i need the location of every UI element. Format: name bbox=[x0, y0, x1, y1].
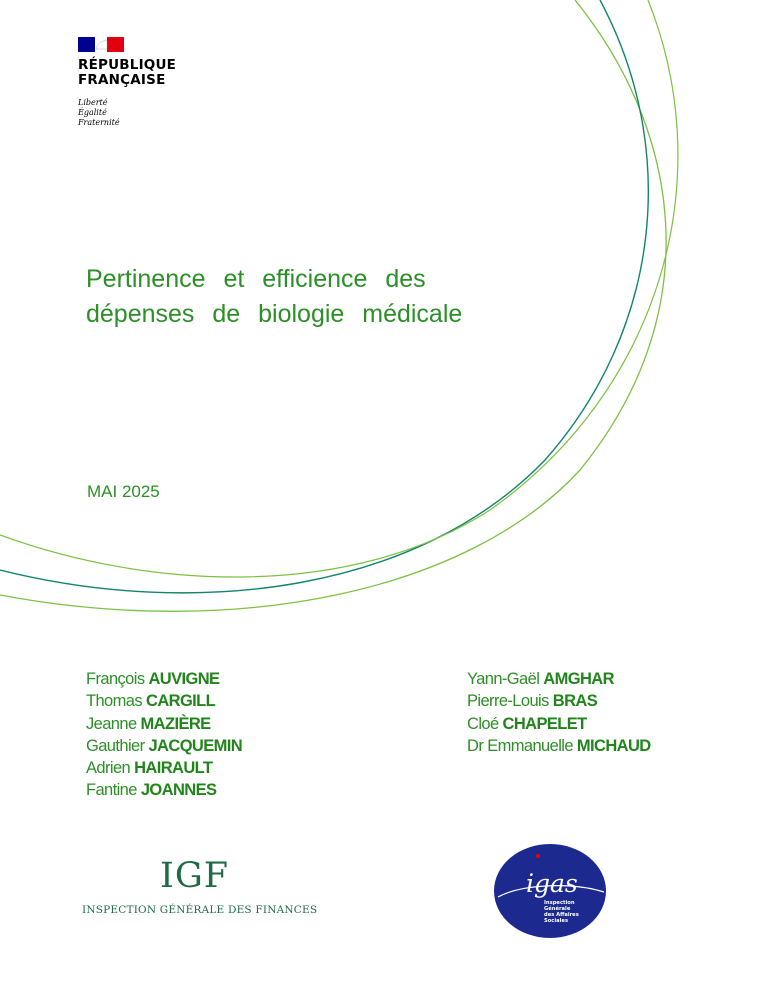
motto-fraternite: Fraternité bbox=[78, 118, 120, 127]
author-maziere bbox=[86, 713, 242, 735]
author-first-name: Adrien bbox=[86, 759, 135, 778]
igas-monogram: igas bbox=[526, 869, 578, 898]
igas-logo bbox=[492, 842, 610, 940]
author-joannes bbox=[86, 779, 242, 801]
igf-logo-monogram: IGF bbox=[160, 856, 230, 896]
republic-motto bbox=[78, 98, 120, 128]
report-title: Pertinence et efficience des dépenses de biologie médicale bbox=[86, 265, 463, 328]
author-michaud bbox=[467, 735, 651, 757]
author-amghar bbox=[467, 668, 651, 690]
author-first-name: Cloé bbox=[467, 714, 503, 733]
report-date: MAI 2025 bbox=[87, 482, 160, 501]
author-last-name: CARGILL bbox=[146, 692, 216, 711]
author-first-name: Yann-Gaël bbox=[467, 670, 544, 688]
author-last-name: BRAS bbox=[552, 692, 598, 711]
author-cargill bbox=[86, 690, 242, 712]
author-last-name: MAZIÈRE bbox=[140, 714, 211, 733]
igas-name-line-2: Générale bbox=[544, 906, 571, 912]
author-first-name: Pierre-Louis bbox=[467, 692, 553, 711]
motto-egalite: Égalité bbox=[78, 108, 107, 117]
author-first-name: Fantine bbox=[86, 781, 141, 800]
authors-left-column bbox=[86, 668, 242, 802]
author-last-name: AUVIGNE bbox=[148, 670, 220, 688]
republic-line-1: RÉPUBLIQUE bbox=[78, 57, 177, 73]
igf-logo-name: INSPECTION GÉNÉRALE DES FINANCES bbox=[82, 904, 318, 916]
republic-line-2: FRANÇAISE bbox=[78, 72, 166, 88]
author-last-name: MICHAUD bbox=[576, 736, 651, 755]
author-jacquemin bbox=[86, 735, 242, 757]
igas-name-line-4: Sociales bbox=[544, 918, 569, 924]
author-first-name: Gauthier bbox=[86, 736, 149, 755]
author-last-name: AMGHAR bbox=[543, 670, 614, 688]
author-chapelet bbox=[467, 713, 651, 735]
author-last-name: CHAPELET bbox=[502, 714, 587, 733]
republic-wordmark bbox=[78, 58, 176, 88]
motto-liberte: Liberté bbox=[78, 98, 108, 107]
author-last-name: JACQUEMIN bbox=[148, 736, 243, 755]
author-bras bbox=[467, 690, 651, 712]
author-first-name: François bbox=[86, 670, 149, 688]
author-first-name: Thomas bbox=[86, 692, 146, 711]
author-first-name: Dr Emmanuelle bbox=[467, 736, 577, 755]
igas-name-line-3: des Affaires bbox=[544, 912, 579, 918]
igas-name-line-1: Inspection bbox=[544, 900, 575, 906]
authors-right-column bbox=[467, 668, 651, 757]
author-first-name: Jeanne bbox=[86, 714, 141, 733]
marianne-flag-logo bbox=[78, 37, 124, 52]
author-hairault bbox=[86, 757, 242, 779]
author-auvigne bbox=[86, 668, 242, 690]
author-last-name: HAIRAULT bbox=[134, 759, 213, 778]
author-last-name: JOANNES bbox=[140, 781, 217, 800]
